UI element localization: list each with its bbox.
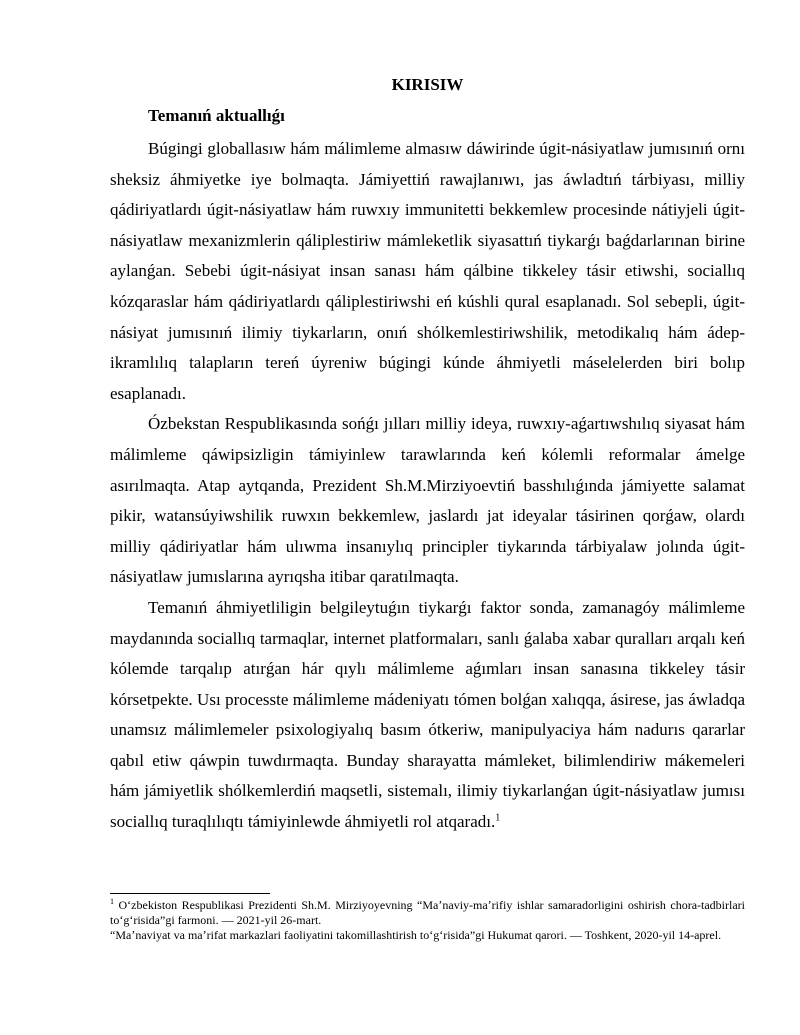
- footnote: [110, 898, 745, 928]
- paragraph-text: Temanıń áhmiyetliligin belgileytuǵın tiykarǵı faktor sonda, zamanagóy málimleme maydanında sociallıq tarmaqlar, internet platformaları, sanlı ǵalaba xabar quralları arqalı keń kólemde tarqalıp atırǵan hár qıylı málimleme aǵımları insan sanasına tikkeley tásir kórsetpekte. Usı processte málimleme mádeniyatı tómen bolǵan xalıqqa, ásirese, jas áwladqa unamsız málimlemeler psixologiyalıq basım ótkeriw, manipulyaciya hám nadurıs qararlar qabıl etiw qáwpin tuwdırmaqta. Bunday sharayatta mámleket, bilimlendiriw mákemeleri hám jámiyetlik shólkemlerdiń maqsetli, sistemalı, ilimiy tiykarlanǵan úgit-násiyatlaw jumısı sociallıq turaqlılıqtı támiyinlewde áhmiyetli rol atqaradı.: [110, 597, 745, 832]
- footnote: [110, 928, 745, 943]
- paragraph: Ózbekstan Respublikasında sońǵı jılları milliy ideya, ruwxıy-aǵartıwshılıq siyasat hám málimleme qáwipsizligin támiyinlew tarawlarında keń kólemli reformalar ámelge asırılmaqta. Atap aytqanda, Prezident Sh.M.Mirziyoevtiń basshılıǵında jámiyette salamat pikir, watansúyiwshilik ruwxın bekkemlew, jaslardı jat ideyalar tásirinen qorǵaw, olardı milliy qádiriyatlar hám ulıwma insanıylıq principler tiykarında tárbiyalaw jolında úgit-násiyatlaw jumıslarına ayrıqsha itibar qaratılmaqta.: [110, 414, 745, 587]
- paragraph: Búgingi globallasıw hám málimleme almasıw dáwirinde úgit-násiyatlaw jumısınıń ornı sheksiz áhmiyetke iye bolmaqta. Jámiyettiń rawajlanıwı, jas áwladtıń tárbiyası, milliy qádiriyatlardı úgit-násiyatlaw hám ruwxıy immunitetti bekkemlew procesinde nátiyjeli úgit-násiyatlaw mexanizmlerin qáliplestiriw mámleketlik siyasattıń tiykarǵı baǵdarlarınan birine aylanǵan. Sebebi úgit-násiyat insan sanası hám qálbine tikkeley tásir etiwshi, sociallıq kózqaraslar hám qádiriyatlardı qáliplestiriwshi eń kúshli qural esaplanadı. Sol sebepli, úgit-násiyat jumısınıń ilimiy tiykarların, onıń shólkemlestiriwshilik, metodikalıq hám ádep-ikramlılıq talapların tereń úyreniw búgingi kúnde áhmiyetli máselelerden biri bolıp esaplanadı.: [110, 139, 745, 403]
- footnote-separator: [110, 893, 270, 894]
- footnote-text: Oʻzbekiston Respublikasi Prezidenti Sh.M. Mirziyoyevning “Maʼnaviy-maʼrifiy ishlar samaradorligini oshirish chora-tadbirlari toʻgʻrisida”gi farmoni. — 2021-yil 26-mart.: [110, 898, 745, 927]
- paragraph: [110, 593, 745, 838]
- document-title: KIRISIW: [391, 75, 464, 94]
- document-body: [110, 134, 745, 838]
- footnote-marker: 1: [110, 897, 114, 906]
- footnote-reference[interactable]: 1: [495, 812, 501, 824]
- footnote-text: “Maʼnaviyat va maʼrifat markazlari faoliyatini takomillashtirish toʻgʻrisida”gi Hukumat qarori. — Toshkent, 2020-yil 14-aprel.: [110, 928, 722, 942]
- footnotes: [110, 898, 745, 943]
- section-heading: Temanıń aktuallıǵı: [148, 106, 285, 125]
